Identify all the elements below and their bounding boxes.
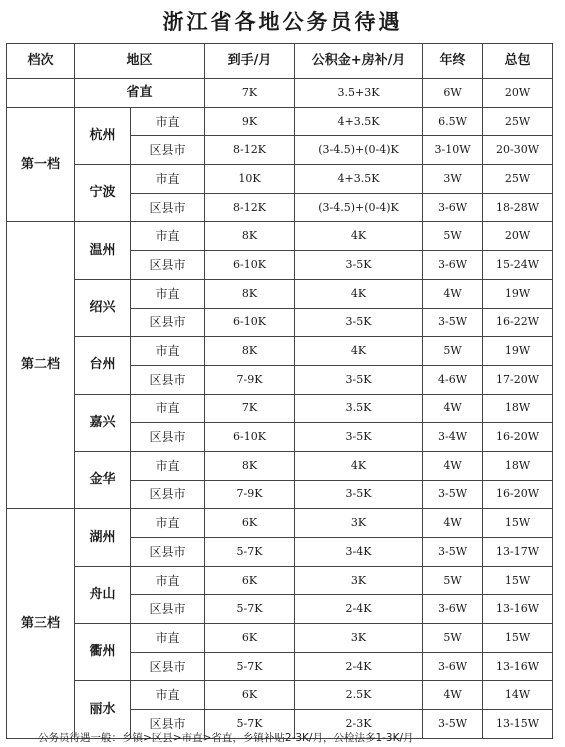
fund-cell: 2-3K (295, 710, 423, 739)
total-cell: 16-20W (483, 423, 553, 452)
takehome-cell: 5-7K (205, 595, 295, 624)
total-cell: 16-20W (483, 480, 553, 509)
fund-cell: 3K (295, 509, 423, 538)
fund-cell: 3-5K (295, 308, 423, 337)
total-cell: 18W (483, 394, 553, 423)
takehome-cell: 9K (205, 107, 295, 136)
table-row (7, 681, 553, 710)
takehome-cell: 6-10K (205, 423, 295, 452)
bonus-cell: 3W (423, 165, 483, 194)
table-row (7, 451, 553, 480)
sub-region: 市直 (131, 624, 205, 653)
sub-region: 市直 (131, 681, 205, 710)
province-takehome: 7K (205, 79, 295, 108)
table-row (7, 107, 553, 136)
takehome-cell: 8K (205, 279, 295, 308)
page-title: 浙江省各地公务员待遇 (162, 10, 403, 34)
sub-region: 区县市 (131, 652, 205, 681)
total-cell: 16-22W (483, 308, 553, 337)
header-fund: 公积金+房补/月 (295, 44, 423, 79)
total-cell: 20-30W (483, 136, 553, 165)
fund-cell: 3.5K (295, 394, 423, 423)
table-row (7, 509, 553, 538)
takehome-cell: 6K (205, 509, 295, 538)
takehome-cell: 8-12K (205, 193, 295, 222)
total-cell: 25W (483, 107, 553, 136)
total-cell: 13-15W (483, 710, 553, 739)
fund-cell: 2-4K (295, 595, 423, 624)
city-name: 温州 (75, 222, 131, 279)
takehome-cell: 6K (205, 681, 295, 710)
city-name: 衢州 (75, 624, 131, 681)
sub-region: 区县市 (131, 480, 205, 509)
total-cell: 18W (483, 451, 553, 480)
takehome-cell: 5-7K (205, 652, 295, 681)
fund-cell: 3K (295, 624, 423, 653)
table-row (7, 566, 553, 595)
bonus-cell: 5W (423, 337, 483, 366)
bonus-cell: 5W (423, 566, 483, 595)
fund-cell: 3-5K (295, 251, 423, 280)
province-label: 省直 (75, 79, 205, 108)
header-tier: 档次 (7, 44, 75, 79)
province-fund: 3.5+3K (295, 79, 423, 108)
sub-region: 区县市 (131, 251, 205, 280)
fund-cell: 4K (295, 279, 423, 308)
sub-region: 市直 (131, 279, 205, 308)
fund-cell: 3-4K (295, 538, 423, 567)
takehome-cell: 7-9K (205, 365, 295, 394)
city-name: 宁波 (75, 165, 131, 222)
sub-region: 区县市 (131, 538, 205, 567)
total-cell: 15-24W (483, 251, 553, 280)
bonus-cell: 4W (423, 509, 483, 538)
bonus-cell: 5W (423, 624, 483, 653)
bonus-cell: 3-5W (423, 538, 483, 567)
bonus-cell: 4-6W (423, 365, 483, 394)
salary-table (6, 43, 553, 739)
header-bonus: 年终 (423, 44, 483, 79)
header-row (7, 44, 553, 79)
fund-cell: 3K (295, 566, 423, 595)
takehome-cell: 8K (205, 337, 295, 366)
sub-region: 市直 (131, 165, 205, 194)
bonus-cell: 3-5W (423, 308, 483, 337)
takehome-cell: 5-7K (205, 538, 295, 567)
total-cell: 17-20W (483, 365, 553, 394)
bonus-cell: 3-5W (423, 480, 483, 509)
fund-cell: 4K (295, 222, 423, 251)
bonus-cell: 3-6W (423, 251, 483, 280)
sub-region: 区县市 (131, 710, 205, 739)
city-name: 湖州 (75, 509, 131, 566)
total-cell: 13-16W (483, 595, 553, 624)
header-takehome: 到手/月 (205, 44, 295, 79)
fund-cell: 3-5K (295, 365, 423, 394)
total-cell: 15W (483, 566, 553, 595)
bonus-cell: 4W (423, 394, 483, 423)
bonus-cell: 3-4W (423, 423, 483, 452)
city-name: 绍兴 (75, 279, 131, 336)
fund-cell: 4K (295, 451, 423, 480)
fund-cell: (3-4.5)+(0-4)K (295, 193, 423, 222)
takehome-cell: 6-10K (205, 308, 295, 337)
total-cell: 18-28W (483, 193, 553, 222)
tier-label: 第二档 (7, 222, 75, 509)
sub-region: 市直 (131, 337, 205, 366)
total-cell: 13-16W (483, 652, 553, 681)
takehome-cell: 6K (205, 566, 295, 595)
bonus-cell: 4W (423, 681, 483, 710)
sub-region: 市直 (131, 107, 205, 136)
table-row (7, 394, 553, 423)
sub-region: 区县市 (131, 423, 205, 452)
fund-cell: 4+3.5K (295, 165, 423, 194)
table-row (7, 279, 553, 308)
takehome-cell: 8K (205, 451, 295, 480)
table-row (7, 337, 553, 366)
city-name: 舟山 (75, 566, 131, 623)
total-cell: 19W (483, 279, 553, 308)
takehome-cell: 7K (205, 394, 295, 423)
bonus-cell: 4W (423, 279, 483, 308)
city-name: 丽水 (75, 681, 131, 738)
bonus-cell: 3-6W (423, 193, 483, 222)
total-cell: 15W (483, 509, 553, 538)
sub-region: 市直 (131, 451, 205, 480)
total-cell: 15W (483, 624, 553, 653)
sub-region: 区县市 (131, 595, 205, 624)
header-region: 地区 (75, 44, 205, 79)
province-tier-cell (7, 79, 75, 108)
bonus-cell: 6.5W (423, 107, 483, 136)
sub-region: 区县市 (131, 136, 205, 165)
bonus-cell: 3-6W (423, 652, 483, 681)
fund-cell: 4K (295, 337, 423, 366)
table-row (7, 624, 553, 653)
takehome-cell: 10K (205, 165, 295, 194)
fund-cell: (3-4.5)+(0-4)K (295, 136, 423, 165)
total-cell: 25W (483, 165, 553, 194)
total-cell: 13-17W (483, 538, 553, 567)
footnote: 公务员待遇一般：乡镇>区县>市直>省直，乡镇补贴2-3K/月，公检法多1-3K/月 (38, 732, 414, 744)
fund-cell: 2.5K (295, 681, 423, 710)
header-total: 总包 (483, 44, 553, 79)
sub-region: 市直 (131, 394, 205, 423)
table-row (7, 222, 553, 251)
bonus-cell: 3-10W (423, 136, 483, 165)
sub-region: 区县市 (131, 365, 205, 394)
city-name: 杭州 (75, 107, 131, 164)
fund-cell: 4+3.5K (295, 107, 423, 136)
fund-cell: 3-5K (295, 480, 423, 509)
fund-cell: 3-5K (295, 423, 423, 452)
city-name: 嘉兴 (75, 394, 131, 451)
takehome-cell: 7-9K (205, 480, 295, 509)
province-row (7, 79, 553, 108)
sub-region: 区县市 (131, 193, 205, 222)
takehome-cell: 8K (205, 222, 295, 251)
takehome-cell: 5-7K (205, 710, 295, 739)
fund-cell: 2-4K (295, 652, 423, 681)
takehome-cell: 6K (205, 624, 295, 653)
city-name: 台州 (75, 337, 131, 394)
table-row (7, 165, 553, 194)
bonus-cell: 3-6W (423, 595, 483, 624)
city-name: 金华 (75, 451, 131, 508)
takehome-cell: 6-10K (205, 251, 295, 280)
tier-label: 第三档 (7, 509, 75, 739)
tier-label: 第一档 (7, 107, 75, 222)
province-total: 20W (483, 79, 553, 108)
sub-region: 市直 (131, 566, 205, 595)
total-cell: 19W (483, 337, 553, 366)
takehome-cell: 8-12K (205, 136, 295, 165)
sub-region: 区县市 (131, 308, 205, 337)
province-bonus: 6W (423, 79, 483, 108)
total-cell: 14W (483, 681, 553, 710)
bonus-cell: 3-5W (423, 710, 483, 739)
bonus-cell: 4W (423, 451, 483, 480)
total-cell: 20W (483, 222, 553, 251)
sub-region: 市直 (131, 222, 205, 251)
bonus-cell: 5W (423, 222, 483, 251)
sub-region: 市直 (131, 509, 205, 538)
